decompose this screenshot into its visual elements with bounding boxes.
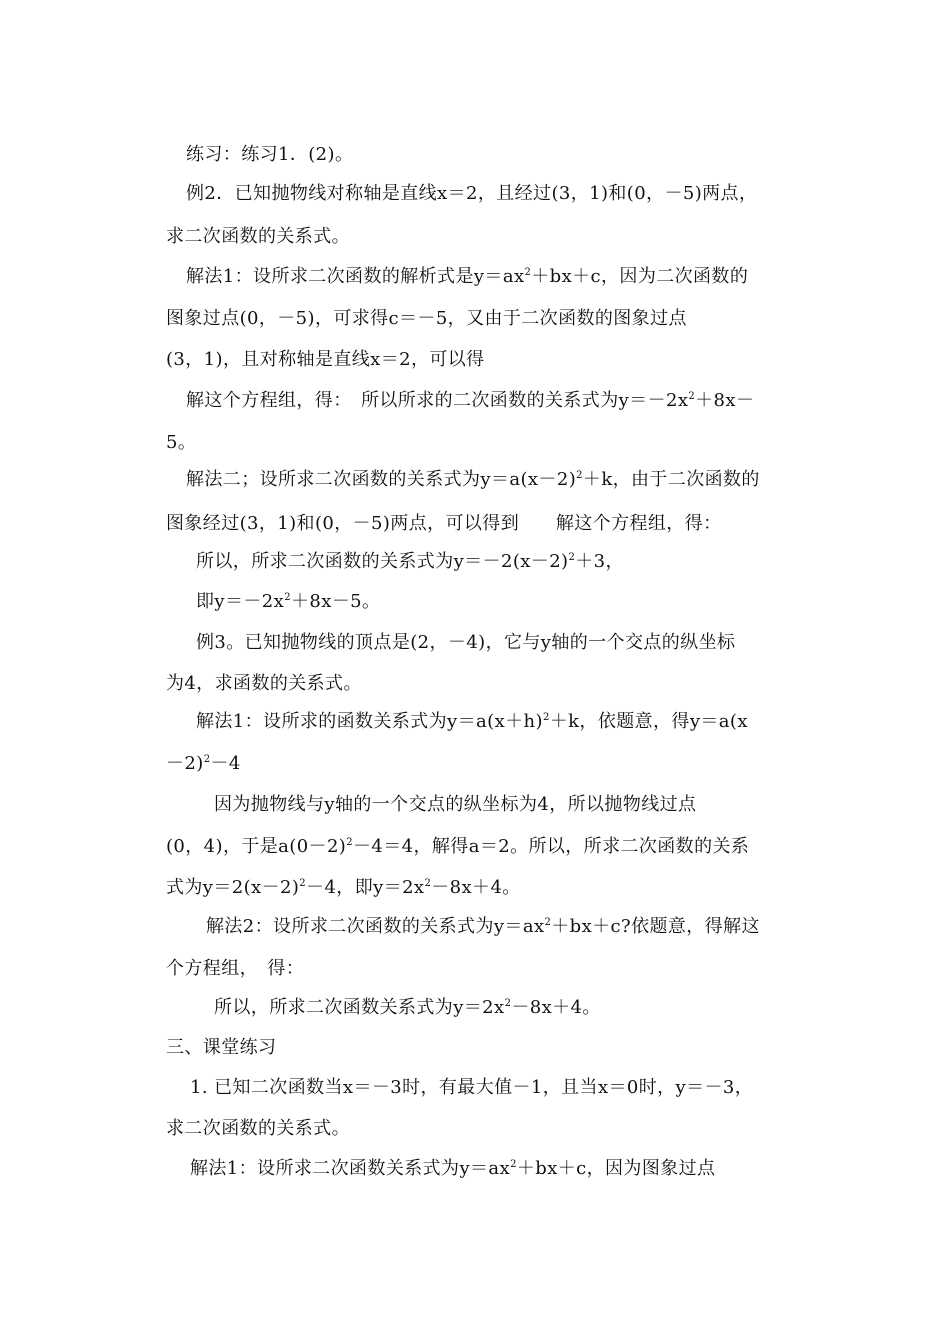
text-line: 所以，所求二次函数的关系式为$y=-2(x-2)^2+3$， [196,551,624,572]
text-line: 为4，求函数的关系式。 [166,673,362,694]
text-line: 解法1：设所求的函数关系式为$y=a(x+h)^2+k$，依题意，得y＝a(x [196,711,748,732]
text-line: 求二次函数的关系式。 [166,1118,350,1139]
text-line: 1. 已知二次函数当x＝－3时，有最大值－1，且当x＝0时，y＝－3， [190,1077,754,1098]
text-line: 解法1：设所求二次函数的解析式是$y=ax^2+bx+c$，因为二次函数的 [186,266,749,287]
text-line: 图象过点(0，－5)，可求得c＝－5，又由于二次函数的图象过点 [166,308,687,329]
text-line: －2)$^2$－4 [166,753,241,774]
text-line: 5。 [166,432,197,453]
section-heading: 三、课堂练习 [166,1037,277,1058]
text-line: 即$y=-2x^2+8x-5$。 [196,591,381,612]
text-line: 因为抛物线与y轴的一个交点的纵坐标为4，所以抛物线过点 [214,794,697,815]
text-line: 所以，所求二次函数关系式为$y=2x^2-8x+4$。 [214,997,601,1018]
text-line: 练习：练习1．(2)。 [186,144,354,165]
text-line: 个方程组， 得： [166,958,305,979]
text-line: (0，4)，于是$a(0-2)^2-4=4$，解得a＝2。所以，所求二次函数的关系 [166,836,750,857]
text-line: 图象经过(3，1)和(0，－5)两点，可以得到 解这个方程组，得： [166,513,722,534]
text-line: 例3。已知抛物线的顶点是(2，－4)，它与y轴的一个交点的纵坐标 [196,632,736,653]
text-line: 例2．已知抛物线对称轴是直线x＝2，且经过(3，1)和(0，－5)两点， [186,183,758,204]
text-line: 解法2：设所求二次函数的关系式为$y=ax^2+bx+c$?依题意，得解这 [206,916,760,937]
text-line: 式为$y=2(x-2)^2-4$，即$y=2x^2-8x+4$。 [166,877,521,898]
text-line: 解法二；设所求二次函数的关系式为$y=a(x-2)^2+k$，由于二次函数的 [186,469,760,490]
text-line: 求二次函数的关系式。 [166,226,350,247]
text-line: (3，1)，且对称轴是直线x＝2，可以得 [166,349,485,370]
text-line: 解这个方程组，得： 所以所求的二次函数的关系式为$y=-2x^2+8x-$ [186,390,755,411]
text-line: 解法1：设所求二次函数关系式为$y=ax^2+bx+c$，因为图象过点 [190,1158,716,1179]
